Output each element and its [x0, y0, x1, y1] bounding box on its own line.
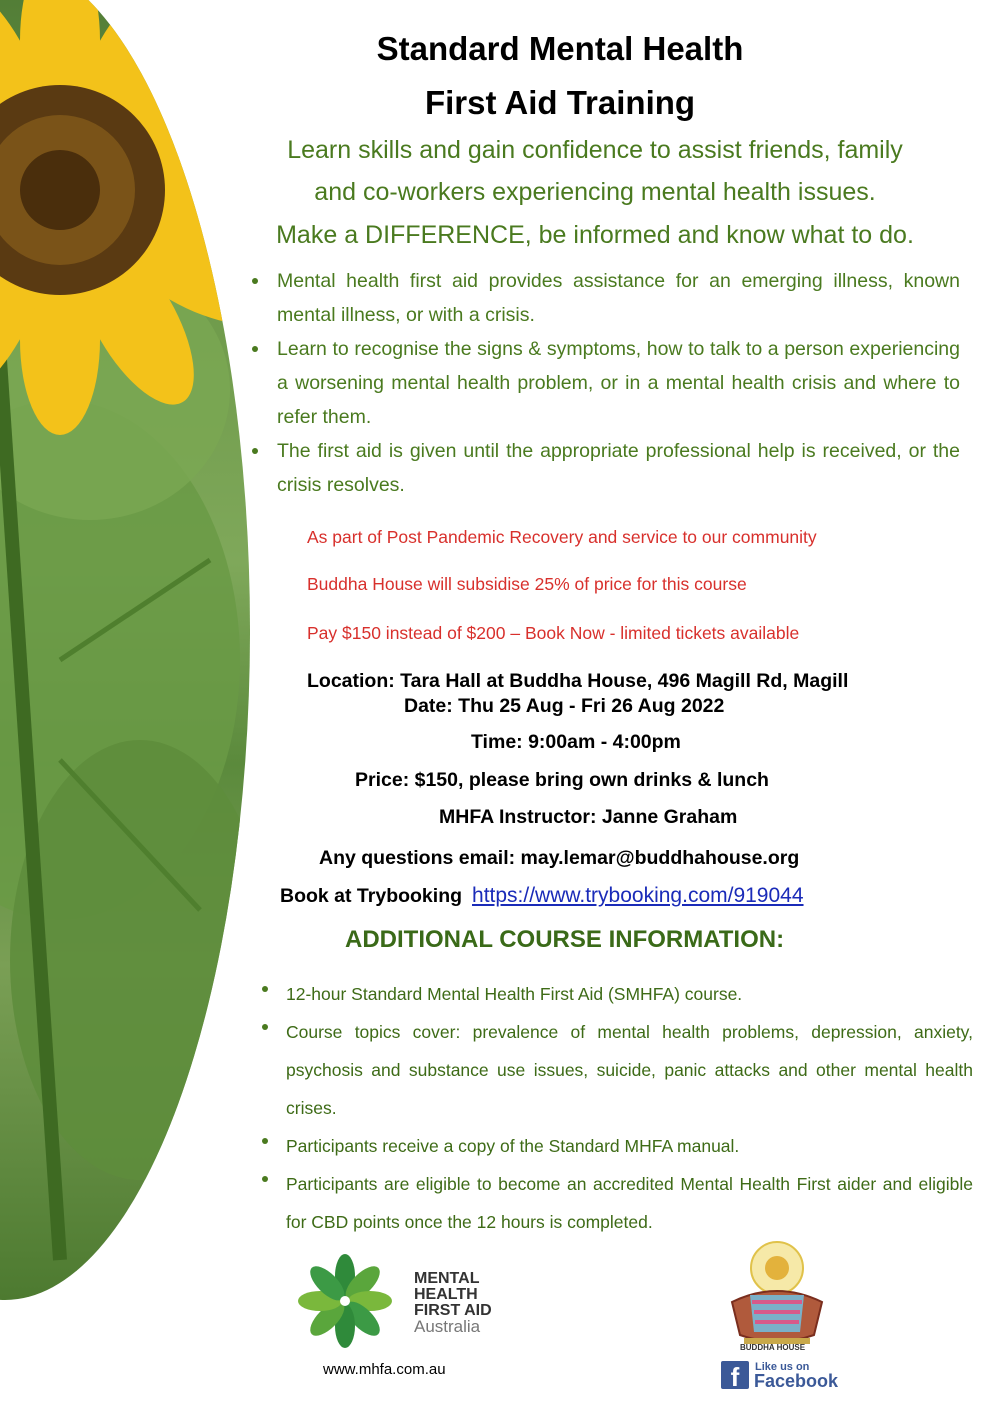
page-title-line2: First Aid Training [424, 84, 696, 121]
bullet-icon [252, 278, 258, 284]
contact-email-text: Any questions email: may.lemar@buddhahouse.org [319, 847, 800, 869]
sunflower-photo [0, 0, 250, 1300]
date-text: Date: Thu 25 Aug - Fri 26 Aug 2022 [404, 695, 725, 717]
subsidy-line1: As part of Post Pandemic Recovery and service to our community [307, 527, 817, 547]
mhfa-logo-line: MENTAL [414, 1270, 480, 1287]
intro-line2: and co-workers experiencing mental health issues. [314, 178, 876, 206]
list-item [250, 434, 960, 502]
additional-info-heading: ADDITIONAL COURSE INFORMATION: [345, 926, 785, 953]
page-title-line1: Standard Mental Health [376, 30, 744, 67]
facebook-like-button[interactable] [721, 1361, 839, 1393]
mhfa-logo-text [414, 1271, 492, 1335]
mhfa-logo-line: Australia [414, 1317, 481, 1336]
booking-line [280, 884, 804, 908]
list-item [250, 332, 960, 434]
intro-line1: Learn skills and gain confidence to assist friends, family [287, 136, 903, 164]
facebook-like-text: Like us on [755, 1361, 810, 1373]
bullet-icon [262, 1176, 268, 1182]
list-item [250, 264, 960, 332]
list-item-text: The first aid is given until the appropriate professional help is received, or the crisis resolves. [277, 440, 960, 496]
additional-info-list [260, 975, 973, 1241]
list-item-text: Course topics cover: prevalence of mental health problems, depression, anxiety, psychosis and substance use issues, suicide, panic attacks and other mental health crises. [286, 1022, 973, 1118]
bullet-icon [252, 346, 258, 352]
price-text: Price: $150, please bring own drinks & lunch [355, 769, 769, 791]
time-text: Time: 9:00am - 4:00pm [471, 731, 681, 753]
subsidy-line2: Buddha House will subsidise 25% of price for this course [307, 574, 747, 594]
buddha-house-emblem-icon [722, 1240, 832, 1355]
facebook-icon: f [721, 1361, 749, 1389]
list-item-text: Mental health first aid provides assistance for an emerging illness, known mental illness, or with a crisis. [277, 270, 960, 326]
list-item-text: Participants are eligible to become an accredited Mental Health First aider and eligible for CBD points once the 12 hours is completed. [286, 1174, 973, 1232]
location-text: Location: Tara Hall at Buddha House, 496 Magill Rd, Magill [307, 670, 849, 692]
list-item [260, 1013, 973, 1127]
facebook-name: Facebook [754, 1371, 839, 1391]
booking-link[interactable]: https://www.trybooking.com/919044 [472, 884, 804, 907]
list-item [260, 1127, 973, 1165]
mhfa-logo-line: HEALTH [414, 1286, 478, 1303]
buddha-house-name: BUDDHA HOUSE [740, 1343, 806, 1352]
mhfa-url[interactable]: www.mhfa.com.au [323, 1361, 446, 1378]
list-item [260, 1165, 973, 1241]
mhfa-logo-line: FIRST AID [414, 1302, 492, 1319]
subsidy-line3: Pay $150 instead of $200 – Book Now - limited tickets available [307, 623, 800, 643]
list-item-text: Learn to recognise the signs & symptoms, how to talk to a person experiencing a worsening mental health problem, or in a mental health crisis and where to refer them. [277, 338, 960, 428]
list-item-text: Participants receive a copy of the Standard MHFA manual. [286, 1136, 740, 1156]
list-item-text: 12-hour Standard Mental Health First Aid (SMHFA) course. [286, 984, 743, 1004]
intro-line3: Make a DIFFERENCE, be informed and know what to do. [276, 221, 914, 249]
bullet-icon [262, 986, 268, 992]
bullet-icon [262, 1138, 268, 1144]
bullet-icon [252, 448, 258, 454]
instructor-text: MHFA Instructor: Janne Graham [439, 806, 738, 828]
booking-label: Book at Trybooking [280, 885, 463, 907]
benefits-list [250, 264, 960, 502]
bullet-icon [262, 1024, 268, 1030]
list-item [260, 975, 973, 1013]
